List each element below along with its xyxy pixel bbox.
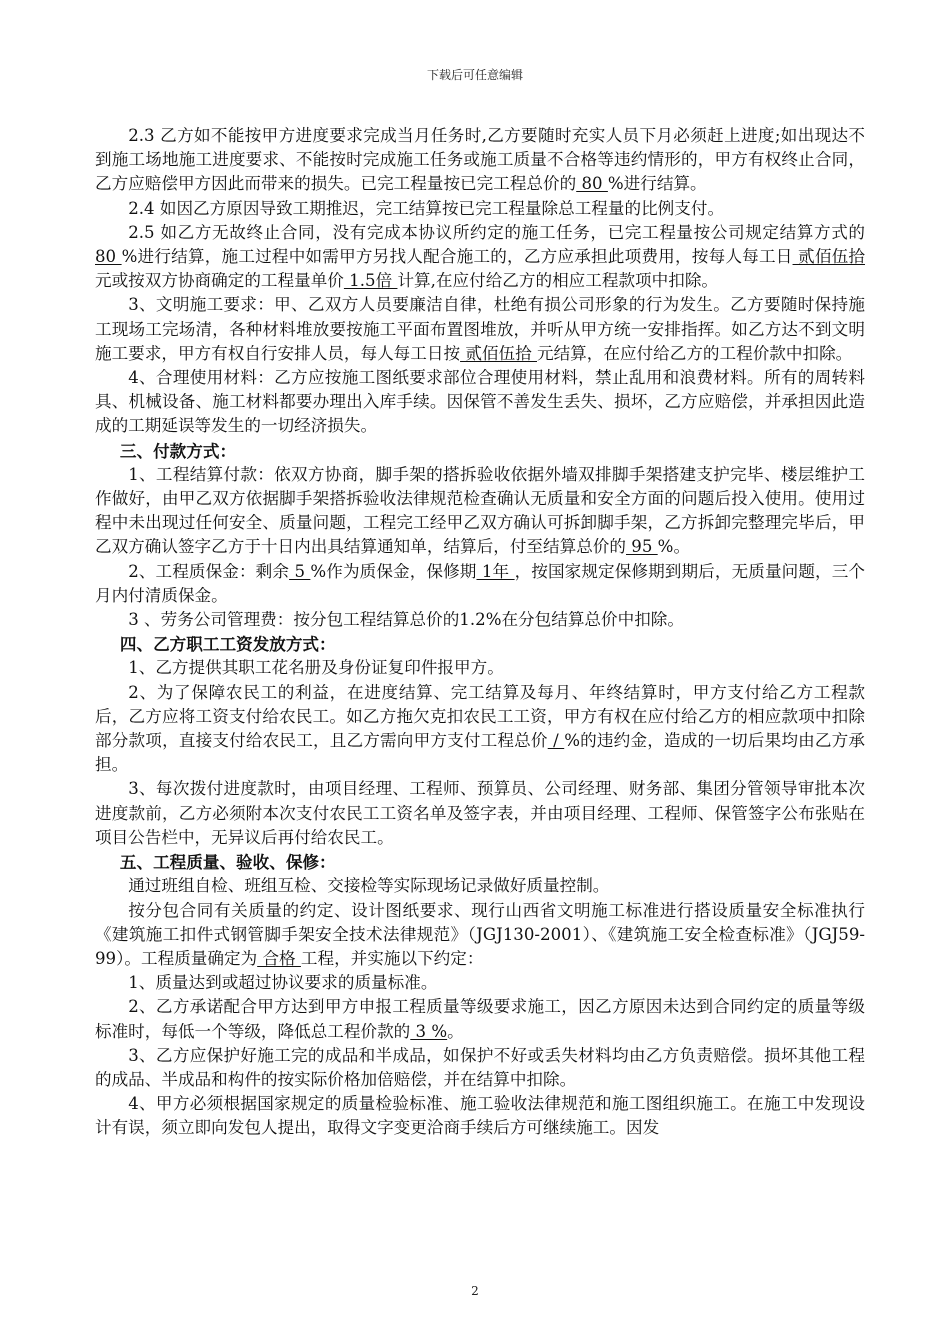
paragraph — [95, 124, 865, 197]
page-header: 下载后可任意编辑 — [426, 68, 523, 82]
text-run: 元结算，在应付给乙方的工程价款中扣除。 — [537, 343, 853, 363]
text-run: 4、甲方必须根据国家规定的质量检验标准、施工验收法律规范和施工图组织施工。在施工中发现设计有误，须立即向发包人提出，取得文字变更洽商手续后方可继续施工。因发 — [95, 1094, 865, 1138]
text-run: 元或按双方协商确定的工程量单价 — [95, 271, 344, 291]
paragraph — [95, 463, 865, 560]
page-number: 2 — [471, 1284, 479, 1298]
paragraph — [95, 656, 865, 680]
underlined-blank-value: 80 — [95, 247, 122, 267]
text-run: 2、乙方承诺配合甲方达到甲方申报工程质量等级要求施工，因乙方原因未达到合同约定的质量等级标准时，每低一个等级，降低总工程价款的 — [95, 997, 865, 1041]
underlined-blank-value: 1.5倍 — [343, 271, 398, 291]
text-run: 通过班组自检、班组互检、交接检等实际现场记录做好质量控制。 — [128, 876, 610, 896]
underlined-blank-value: 合格 — [257, 948, 301, 968]
text-run: 2、工程质保金：剩余 — [128, 561, 290, 581]
paragraph — [95, 608, 865, 632]
underlined-blank-value: 1年 — [476, 561, 515, 581]
text-run: %进行结算，施工过程中如需甲方另找人配合施工的，乙方应承担此项费用，按每人每工日 — [121, 247, 793, 267]
underlined-blank-value: 贰佰伍拾 — [460, 343, 537, 363]
paragraph — [95, 1092, 865, 1140]
underlined-blank-value: 95 — [626, 537, 658, 557]
paragraph — [95, 971, 865, 995]
text-run: 四、乙方职工工资发放方式： — [119, 634, 336, 655]
text-run: 工程，并实施以下约定： — [300, 948, 484, 968]
text-run: 1、工程结算付款：依双方协商，脚手架的搭拆验收依据外墙双排脚手架搭建支护完毕、楼层维护工作做好，由甲乙双方依据脚手架搭拆验收法律规范检查确认无质量和安全方面的问题后投入使用。使用过程中未出现过任何安全、质量问题，工程完工经甲乙双方确认可拆卸脚手架，乙方拆卸完整理完毕后，甲乙双方确认签字乙方于十日内出具结算通知单，结算后，付至结算总价的 — [95, 464, 865, 557]
text-run: 3、乙方应保护好施工完的成品和半成品，如保护不好或丢失材料均由乙方负责赔偿。损坏其他工程的成品、半成品和构件的按实际价格加倍赔偿，并在结算中扣除。 — [95, 1045, 865, 1089]
paragraph — [95, 560, 865, 608]
text-run: 3 、劳务公司管理费：按分包工程结算总价的1.2%在分包结算总价中扣除。 — [128, 610, 684, 630]
paragraph — [95, 1044, 865, 1092]
text-run: 2.4 如因乙方原因导致工期推迟，完工结算按已完工程量除总工程量的比例支付。 — [128, 198, 725, 218]
section-heading — [95, 439, 865, 463]
text-run: %。 — [657, 537, 691, 557]
section-heading — [95, 850, 865, 874]
text-run: 按分包合同有关质量的约定、设计图纸要求、现行山西省文明施工标准进行搭设质量安全标准执行《建筑施工扣件式钢管脚手架安全技术法律规范》（JGJ130-2001）、《建筑施工安全检查标准》（JGJ59-99）。工程质量确定为 — [95, 900, 865, 968]
underlined-blank-value: 贰佰伍拾 — [792, 247, 865, 267]
text-run: 1、乙方提供其职工花名册及身份证复印件报甲方。 — [128, 658, 504, 678]
text-run: 2.3 乙方如不能按甲方进度要求完成当月任务时,乙方要随时充实人员下月必须赶上进度;如出现达不到施工场地施工进度要求、不能按时完成施工任务或施工质量不合格等违约情形的，甲方有权终止合同，乙方应赔偿甲方因此而带来的损失。已完工程量按已完工程总价的 — [95, 126, 865, 194]
paragraph — [95, 366, 865, 439]
text-run: %进行结算。 — [607, 174, 707, 194]
text-run: 五、工程质量、验收、保修： — [119, 852, 336, 873]
text-run: ，按国家规定保修期到期后，无质量问题，三个月内付清质保金。 — [95, 561, 866, 605]
paragraph — [95, 221, 865, 294]
underlined-blank-value: / — [547, 731, 565, 751]
text-run: 3、文明施工要求：甲、乙双方人员要廉洁自律，杜绝有损公司形象的行为发生。乙方要随时保持施工现场工完场清，各种材料堆放要按施工平面布置图堆放，并听从甲方统一安排指挥。如乙方达不到文明施工要求，甲方有权自行安排人员，每人每工日按 — [95, 295, 865, 363]
underlined-blank-value: 80 — [576, 174, 608, 194]
text-run: 三、付款方式： — [119, 440, 237, 461]
text-run: 3、每次拨付进度款时，由项目经理、工程师、预算员、公司经理、财务部、集团分管领导审批本次进度款前，乙方必须附本次支付农民工工资名单及签字表，并由项目经理、工程师、保管签字公布张贴在项目公告栏中，无异议后再付给农民工。 — [95, 779, 865, 847]
text-run: %作为质保金，保修期 — [310, 561, 477, 581]
text-run: 。 — [447, 1021, 464, 1041]
text-run: 2.5 如乙方无故终止合同，没有完成本协议所约定的施工任务，已完工程量按公司规定结算方式的 — [128, 222, 865, 242]
underlined-blank-value: 3 % — [410, 1021, 448, 1041]
text-run: 1、质量达到或超过协议要求的质量标准。 — [128, 973, 438, 993]
paragraph — [95, 995, 865, 1043]
paragraph — [95, 197, 865, 221]
paragraph — [95, 874, 865, 898]
paragraph — [95, 681, 865, 778]
section-heading — [95, 632, 865, 656]
text-run: %的违约金，造成的一切后果均由乙方承担。 — [95, 731, 866, 775]
text-run: 4、合理使用材料：乙方应按施工图纸要求部位合理使用材料，禁止乱用和浪费材料。所有的周转料具、机械设备、施工材料都要办理出入库手续。因保管不善发生丢失、损坏，乙方应赔偿，并承担因此造成的工期延误等发生的一切经济损失。 — [95, 368, 865, 436]
text-run: 计算,在应付给乙方的相应工程款项中扣除。 — [397, 271, 719, 291]
paragraph — [95, 899, 865, 972]
paragraph — [95, 777, 865, 850]
paragraph — [95, 293, 865, 366]
underlined-blank-value: 5 — [289, 561, 311, 581]
text-run: 2、为了保障农民工的利益，在进度结算、完工结算及每月、年终结算时，甲方支付给乙方工程款后，乙方应将工资支付给农民工。如乙方拖欠克扣农民工工资，甲方有权在应付给乙方的相应款项中扣除部分款项，直接支付给农民工，且乙方需向甲方支付工程总价 — [95, 682, 865, 751]
document-body — [95, 124, 865, 1141]
